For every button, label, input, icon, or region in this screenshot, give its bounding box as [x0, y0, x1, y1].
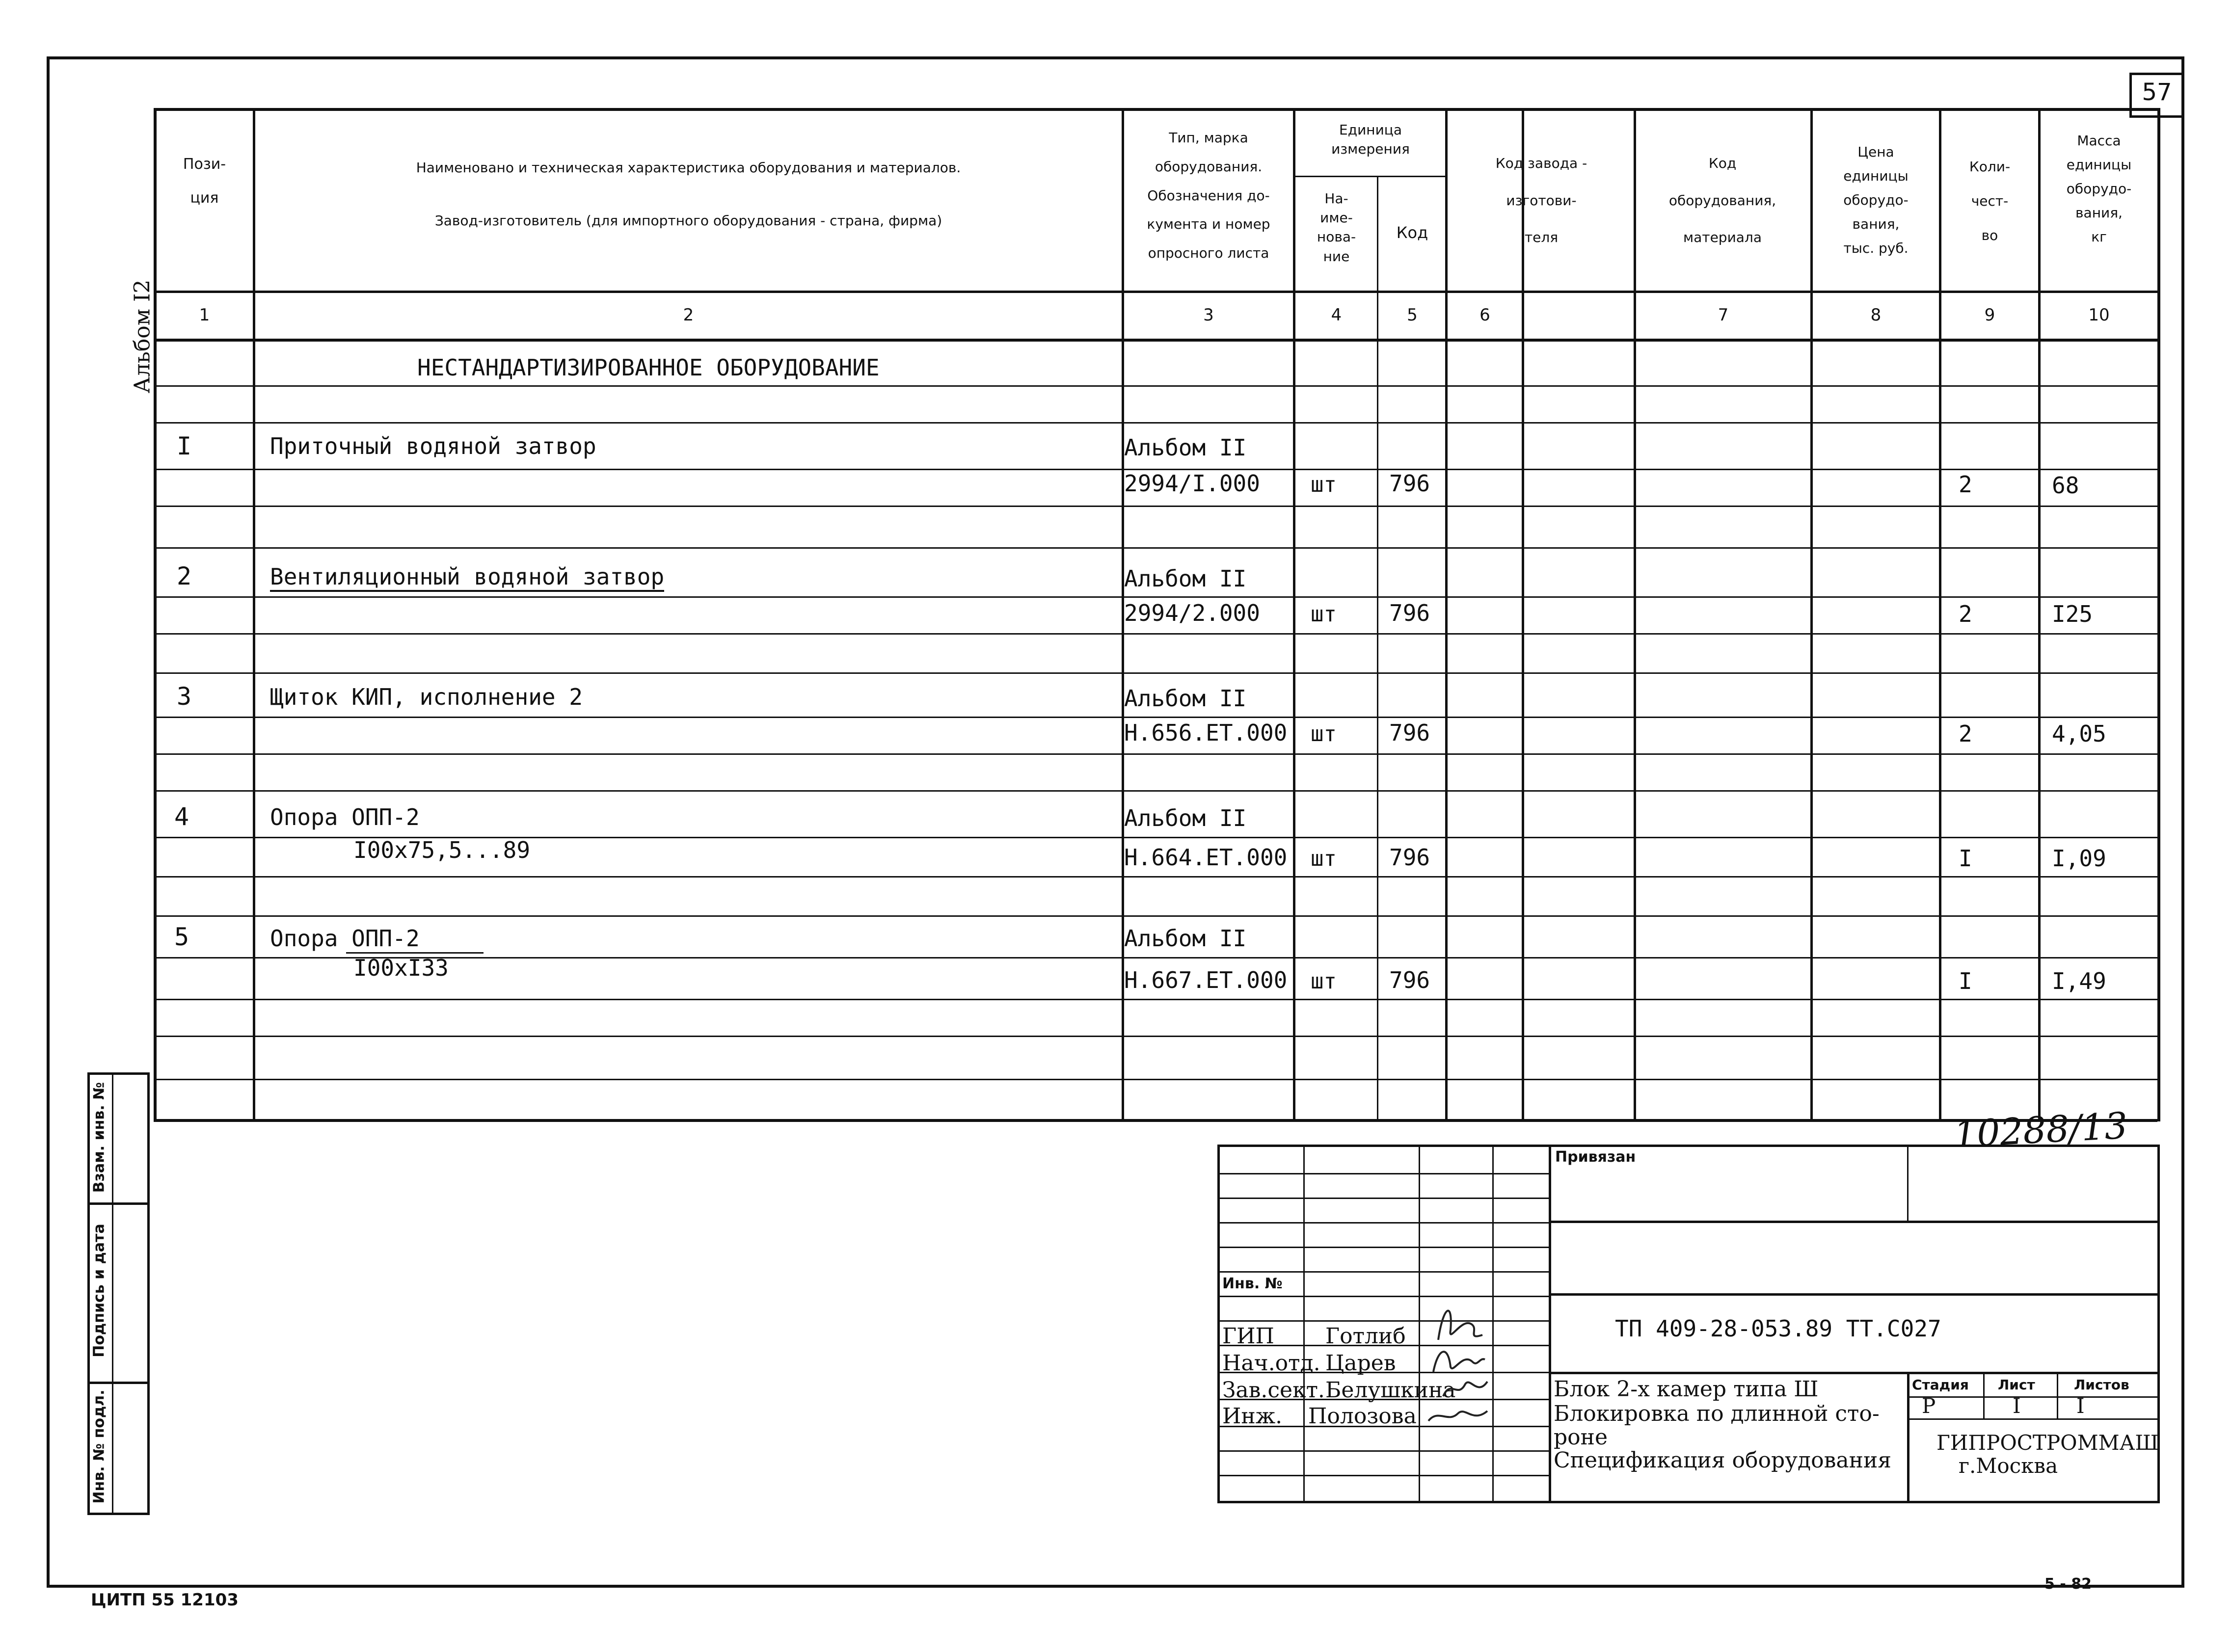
item-position: 4 — [174, 802, 189, 831]
title-line: Спецификация оборудования — [1554, 1448, 1892, 1473]
footer-left: ЦИТП 55 12103 — [91, 1590, 239, 1610]
title-line: роне — [1554, 1425, 1608, 1450]
item-quantity: 2 — [1959, 601, 1972, 627]
item-unit: шт — [1311, 472, 1337, 497]
staff-name: Готлиб — [1325, 1324, 1406, 1349]
item-type-album: Альбом II — [1124, 805, 1247, 831]
column-number: 2 — [683, 305, 694, 325]
item-unit: шт — [1311, 969, 1337, 994]
sheets-label: Листов — [2074, 1377, 2129, 1393]
stage-label: Стадия — [1912, 1377, 1969, 1393]
column-number: 5 — [1407, 305, 1418, 325]
item-type-code: Н.656.ЕТ.000 — [1124, 719, 1288, 746]
item-quantity: I — [1959, 968, 1972, 994]
item-mass: I25 — [2052, 601, 2093, 627]
item-mass: I,09 — [2052, 845, 2106, 872]
item-position: 2 — [177, 562, 192, 590]
staff-name: Белушкина — [1325, 1378, 1456, 1403]
album-label: Альбом I2 — [130, 279, 155, 394]
staff-role: Инж. — [1222, 1404, 1283, 1429]
column-number: 8 — [1870, 305, 1882, 325]
item-unit-code: 796 — [1389, 470, 1430, 497]
side-label-inv-podl: Инв. № подл. — [90, 1389, 108, 1504]
stage-value: Р — [1922, 1394, 1936, 1418]
signature — [1424, 1401, 1492, 1431]
item-mass: 4,05 — [2052, 720, 2106, 747]
item-type-album: Альбом II — [1124, 925, 1247, 952]
inv-no-label: Инв. № — [1222, 1275, 1283, 1292]
item-mass: 68 — [2052, 472, 2079, 499]
item-unit: шт — [1311, 846, 1337, 871]
title-line: Блокировка по длинной сто- — [1554, 1401, 1880, 1426]
item-position: I — [177, 432, 192, 460]
item-quantity: 2 — [1959, 471, 1972, 498]
side-label-vzam: Взам. инв. № — [90, 1082, 108, 1193]
item-name: Приточный водяной затвор — [270, 433, 596, 459]
header-mass: Масса единицы оборудо- вания, кг — [2066, 133, 2132, 245]
item-type-code: Н.664.ЕТ.000 — [1124, 844, 1288, 871]
sheet-label: Лист — [1998, 1377, 2035, 1393]
staff-role: Нач.отд. — [1222, 1351, 1320, 1376]
item-name: Вентиляционный водяной затвор — [270, 563, 664, 592]
item-dimensions: I00xI33 — [353, 955, 449, 981]
item-mass: I,49 — [2052, 968, 2106, 994]
header-type: Тип, марка оборудования. Обозначения до- кумента и номер опросного листа — [1147, 130, 1270, 262]
section-title: НЕСТАНДАРТИЗИРОВАННОЕ ОБОРУДОВАНИЕ — [417, 354, 880, 381]
header-name-line1: Наименовано и техническая характеристика оборудования и материалов. — [416, 160, 961, 176]
organization-name: ГИПРОСТРОММАШ — [1936, 1431, 2159, 1455]
footer-right: 5 - 82 — [2044, 1575, 2092, 1593]
document-code: ТП 409-28-053.89 ТТ.С027 — [1615, 1315, 1941, 1342]
staff-name: Царев — [1325, 1351, 1396, 1376]
item-unit-code: 796 — [1389, 719, 1430, 746]
header-equipment-code: Код оборудования, материала — [1668, 155, 1776, 246]
item-unit-code: 796 — [1389, 844, 1430, 871]
header-unit-group: Единица измерения — [1331, 122, 1410, 158]
sheet-number: 57 — [2142, 79, 2172, 106]
header-price: Цена единицы оборудо- вания, тыс. руб. — [1843, 144, 1909, 256]
side-label-podpis: Подпись и дата — [90, 1224, 108, 1358]
column-number: 1 — [199, 305, 210, 325]
sheets-value: I — [2076, 1394, 2085, 1418]
organization-city: г.Москва — [1959, 1454, 2058, 1478]
item-name: Опора ОПП-2 — [270, 804, 420, 830]
signature — [1428, 1342, 1487, 1377]
item-type-code: Н.667.ЕТ.000 — [1124, 967, 1288, 993]
header-position: Пози- ция — [183, 156, 226, 207]
item-type-code: 2994/2.000 — [1124, 600, 1260, 626]
item-type-album: Альбом II — [1124, 685, 1247, 712]
item-type-album: Альбом II — [1124, 434, 1247, 461]
column-number: 7 — [1718, 305, 1729, 325]
header-plant-code: Код завода - изготови- теля — [1495, 155, 1587, 246]
handwritten-number: 10288/13 — [1952, 1104, 2129, 1156]
title-line: Блок 2-х камер типа Ш — [1554, 1377, 1819, 1402]
item-position: 5 — [174, 923, 189, 951]
item-position: 3 — [177, 682, 192, 711]
header-unit-name: На- име- нова- ние — [1317, 190, 1356, 265]
item-quantity: 2 — [1959, 720, 1972, 747]
item-unit: шт — [1311, 602, 1337, 627]
signature — [1438, 1374, 1492, 1404]
item-name: Щиток КИП, исполнение 2 — [270, 684, 583, 710]
item-unit-code: 796 — [1389, 600, 1430, 626]
item-type-album: Альбом II — [1124, 565, 1247, 592]
item-type-code: 2994/I.000 — [1124, 470, 1260, 497]
staff-role: Зав.сект. — [1222, 1378, 1325, 1403]
item-dimensions: I00x75,5...89 — [353, 837, 531, 863]
header-name-line2: Завод-изготовитель (для импортного оборудования - страна, фирма) — [434, 213, 942, 229]
header-quantity: Коли- чест- во — [1969, 159, 2011, 243]
sheet-value: I — [2013, 1394, 2021, 1418]
staff-role: ГИП — [1222, 1324, 1274, 1349]
column-number: 9 — [1984, 305, 1995, 325]
item-unit-code: 796 — [1389, 967, 1430, 993]
privyazan-label: Привязан — [1555, 1148, 1636, 1166]
staff-name: Полозова — [1308, 1404, 1417, 1429]
item-quantity: I — [1959, 845, 1972, 872]
column-number: 3 — [1203, 305, 1214, 325]
header-unit-code: Код — [1396, 223, 1428, 242]
column-number: 6 — [1479, 305, 1490, 325]
item-name: Опора ОПП-2 — [270, 925, 420, 952]
item-unit: шт — [1311, 721, 1337, 746]
column-number: 4 — [1331, 305, 1342, 325]
column-number: 10 — [2088, 305, 2110, 325]
